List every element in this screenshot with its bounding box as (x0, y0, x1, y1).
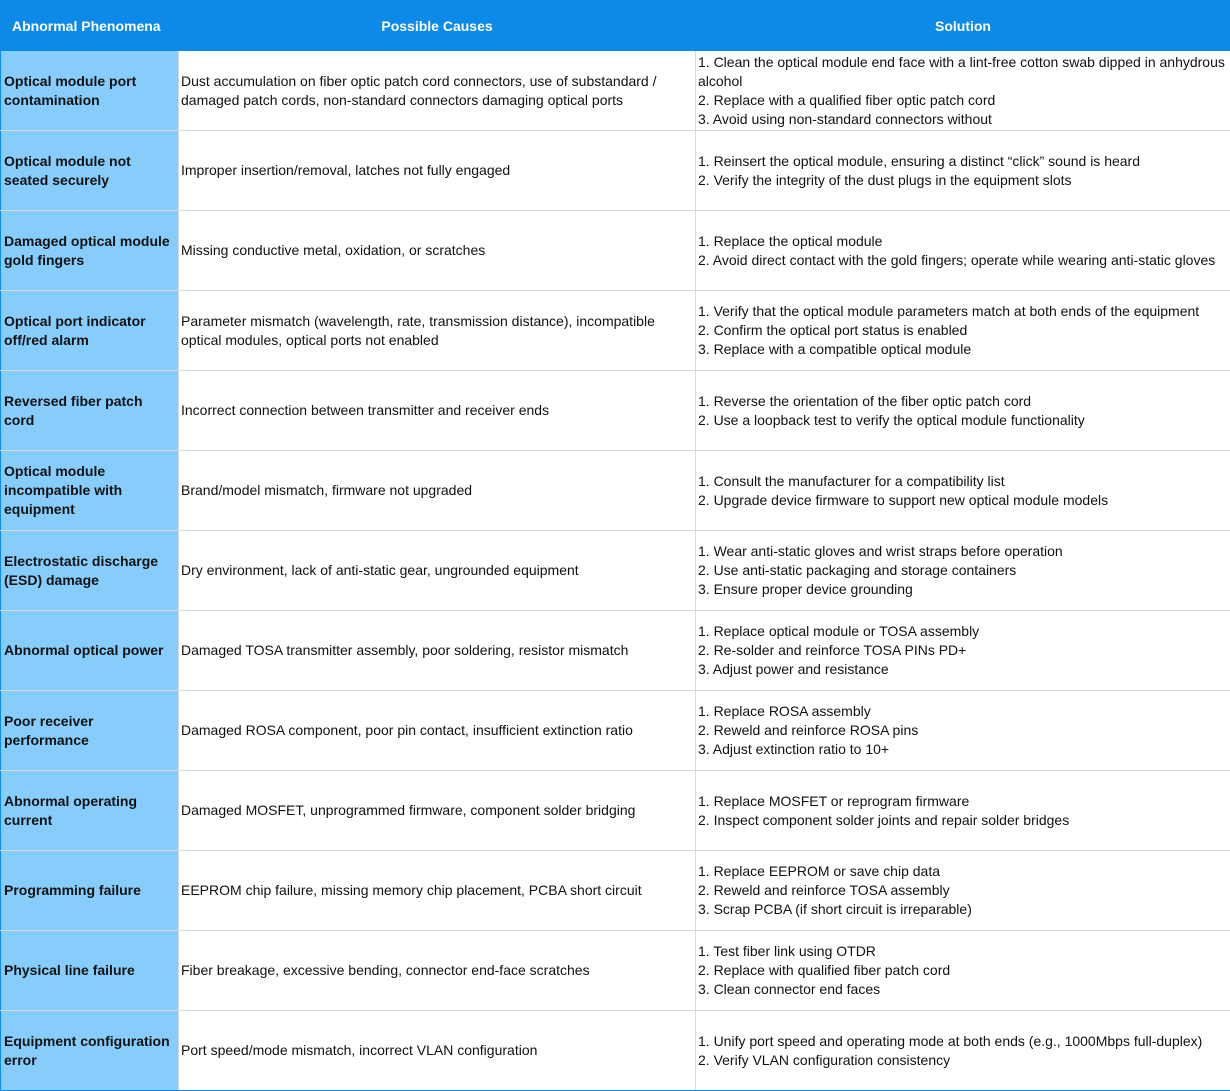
solution-step: 2. Use a loopback test to verify the optical module functionality (698, 411, 1227, 430)
solution-step: 1. Reinsert the optical module, ensuring a distinct “click” sound is heard (698, 152, 1227, 171)
solution-step: 1. Replace ROSA assembly (698, 702, 1227, 721)
solution-cell (696, 531, 1230, 611)
table-row (1, 771, 1230, 851)
table-row (1, 371, 1230, 451)
causes-cell: Missing conductive metal, oxidation, or scratches (179, 211, 696, 291)
causes-cell: Damaged TOSA transmitter assembly, poor soldering, resistor mismatch (179, 611, 696, 691)
header-solution: Solution (696, 1, 1230, 51)
solution-step: 1. Wear anti-static gloves and wrist straps before operation (698, 542, 1227, 561)
solution-cell (696, 931, 1230, 1011)
phenomenon-cell: Abnormal optical power (1, 611, 179, 691)
solution-step: 1. Replace the optical module (698, 232, 1227, 251)
solution-step: 1. Replace EEPROM or save chip data (698, 862, 1227, 881)
solution-step: 2. Upgrade device firmware to support new optical module models (698, 491, 1227, 510)
phenomenon-cell: Optical module port contamination (1, 51, 179, 131)
solution-step: 1. Verify that the optical module parameters match at both ends of the equipment (698, 302, 1227, 321)
phenomenon-cell: Physical line failure (1, 931, 179, 1011)
phenomenon-cell: Damaged optical module gold fingers (1, 211, 179, 291)
solution-step: 2. Confirm the optical port status is enabled (698, 321, 1227, 340)
solution-step: 3. Adjust extinction ratio to 10+ (698, 740, 1227, 759)
phenomenon-cell: Programming failure (1, 851, 179, 931)
table-row (1, 931, 1230, 1011)
solution-cell (696, 1011, 1230, 1091)
solution-cell (696, 851, 1230, 931)
solution-cell (696, 211, 1230, 291)
solution-step: 3. Replace with a compatible optical module (698, 340, 1227, 359)
causes-cell: Brand/model mismatch, firmware not upgraded (179, 451, 696, 531)
table-row (1, 691, 1230, 771)
solution-cell (696, 371, 1230, 451)
solution-step: 1. Unify port speed and operating mode at both ends (e.g., 1000Mbps full-duplex) (698, 1032, 1227, 1051)
solution-step: 2. Verify the integrity of the dust plugs in the equipment slots (698, 171, 1227, 190)
solution-cell (696, 131, 1230, 211)
phenomenon-cell: Poor receiver performance (1, 691, 179, 771)
solution-step: 1. Test fiber link using OTDR (698, 942, 1227, 961)
causes-cell: Dust accumulation on fiber optic patch cord connectors, use of substandard / damaged patch cords, non-standard connectors damaging optical ports (179, 51, 696, 131)
table-row (1, 51, 1230, 131)
table-row (1, 291, 1230, 371)
header-phenomena: Abnormal Phenomena (1, 1, 179, 51)
table-row (1, 211, 1230, 291)
solution-cell (696, 291, 1230, 371)
solution-step: 2. Replace with qualified fiber patch cord (698, 961, 1227, 980)
header-causes: Possible Causes (179, 1, 696, 51)
phenomenon-cell: Equipment configuration error (1, 1011, 179, 1091)
table-header (1, 1, 1230, 51)
solution-step: 1. Replace MOSFET or reprogram firmware (698, 792, 1227, 811)
solution-cell (696, 451, 1230, 531)
table-row (1, 451, 1230, 531)
table-row (1, 851, 1230, 931)
solution-step: 2. Replace with a qualified fiber optic patch cord (698, 91, 1227, 110)
phenomenon-cell: Electrostatic discharge (ESD) damage (1, 531, 179, 611)
solution-step: 1. Clean the optical module end face with a lint-free cotton swab dipped in anhydrous alcohol (698, 53, 1227, 91)
solution-step: 2. Inspect component solder joints and repair solder bridges (698, 811, 1227, 830)
solution-step: 1. Consult the manufacturer for a compatibility list (698, 472, 1227, 491)
causes-cell: Incorrect connection between transmitter and receiver ends (179, 371, 696, 451)
table-body (1, 51, 1230, 1091)
solution-step: 1. Replace optical module or TOSA assembly (698, 622, 1227, 641)
phenomenon-cell: Optical module incompatible with equipment (1, 451, 179, 531)
solution-step: 3. Ensure proper device grounding (698, 580, 1227, 599)
solution-step: 2. Reweld and reinforce ROSA pins (698, 721, 1227, 740)
solution-step: 3. Avoid using non-standard connectors without (698, 110, 1227, 129)
solution-step: 2. Verify VLAN configuration consistency (698, 1051, 1227, 1070)
solution-step: 2. Use anti-static packaging and storage containers (698, 561, 1227, 580)
header-row (1, 1, 1230, 51)
causes-cell: Dry environment, lack of anti-static gear, ungrounded equipment (179, 531, 696, 611)
table-row (1, 531, 1230, 611)
phenomenon-cell: Optical port indicator off/red alarm (1, 291, 179, 371)
phenomenon-cell: Reversed fiber patch cord (1, 371, 179, 451)
causes-cell: Port speed/mode mismatch, incorrect VLAN configuration (179, 1011, 696, 1091)
causes-cell: Parameter mismatch (wavelength, rate, transmission distance), incompatible optical modules, optical ports not enabled (179, 291, 696, 371)
causes-cell: Improper insertion/removal, latches not fully engaged (179, 131, 696, 211)
solution-step: 3. Adjust power and resistance (698, 660, 1227, 679)
solution-cell (696, 771, 1230, 851)
solution-cell (696, 691, 1230, 771)
solution-step: 3. Clean connector end faces (698, 980, 1227, 999)
causes-cell: Fiber breakage, excessive bending, connector end-face scratches (179, 931, 696, 1011)
phenomenon-cell: Optical module not seated securely (1, 131, 179, 211)
phenomenon-cell: Abnormal operating current (1, 771, 179, 851)
solution-step: 3. Scrap PCBA (if short circuit is irreparable) (698, 900, 1227, 919)
causes-cell: Damaged ROSA component, poor pin contact, insufficient extinction ratio (179, 691, 696, 771)
solution-cell (696, 611, 1230, 691)
solution-step: 2. Avoid direct contact with the gold fingers; operate while wearing anti-static gloves (698, 251, 1227, 270)
table-row (1, 611, 1230, 691)
solution-step: 2. Re-solder and reinforce TOSA PINs PD+ (698, 641, 1227, 660)
causes-cell: EEPROM chip failure, missing memory chip placement, PCBA short circuit (179, 851, 696, 931)
table-row (1, 1011, 1230, 1091)
table-row (1, 131, 1230, 211)
solution-cell (696, 51, 1230, 131)
solution-step: 1. Reverse the orientation of the fiber optic patch cord (698, 392, 1227, 411)
solution-step: 2. Reweld and reinforce TOSA assembly (698, 881, 1227, 900)
causes-cell: Damaged MOSFET, unprogrammed firmware, component solder bridging (179, 771, 696, 851)
